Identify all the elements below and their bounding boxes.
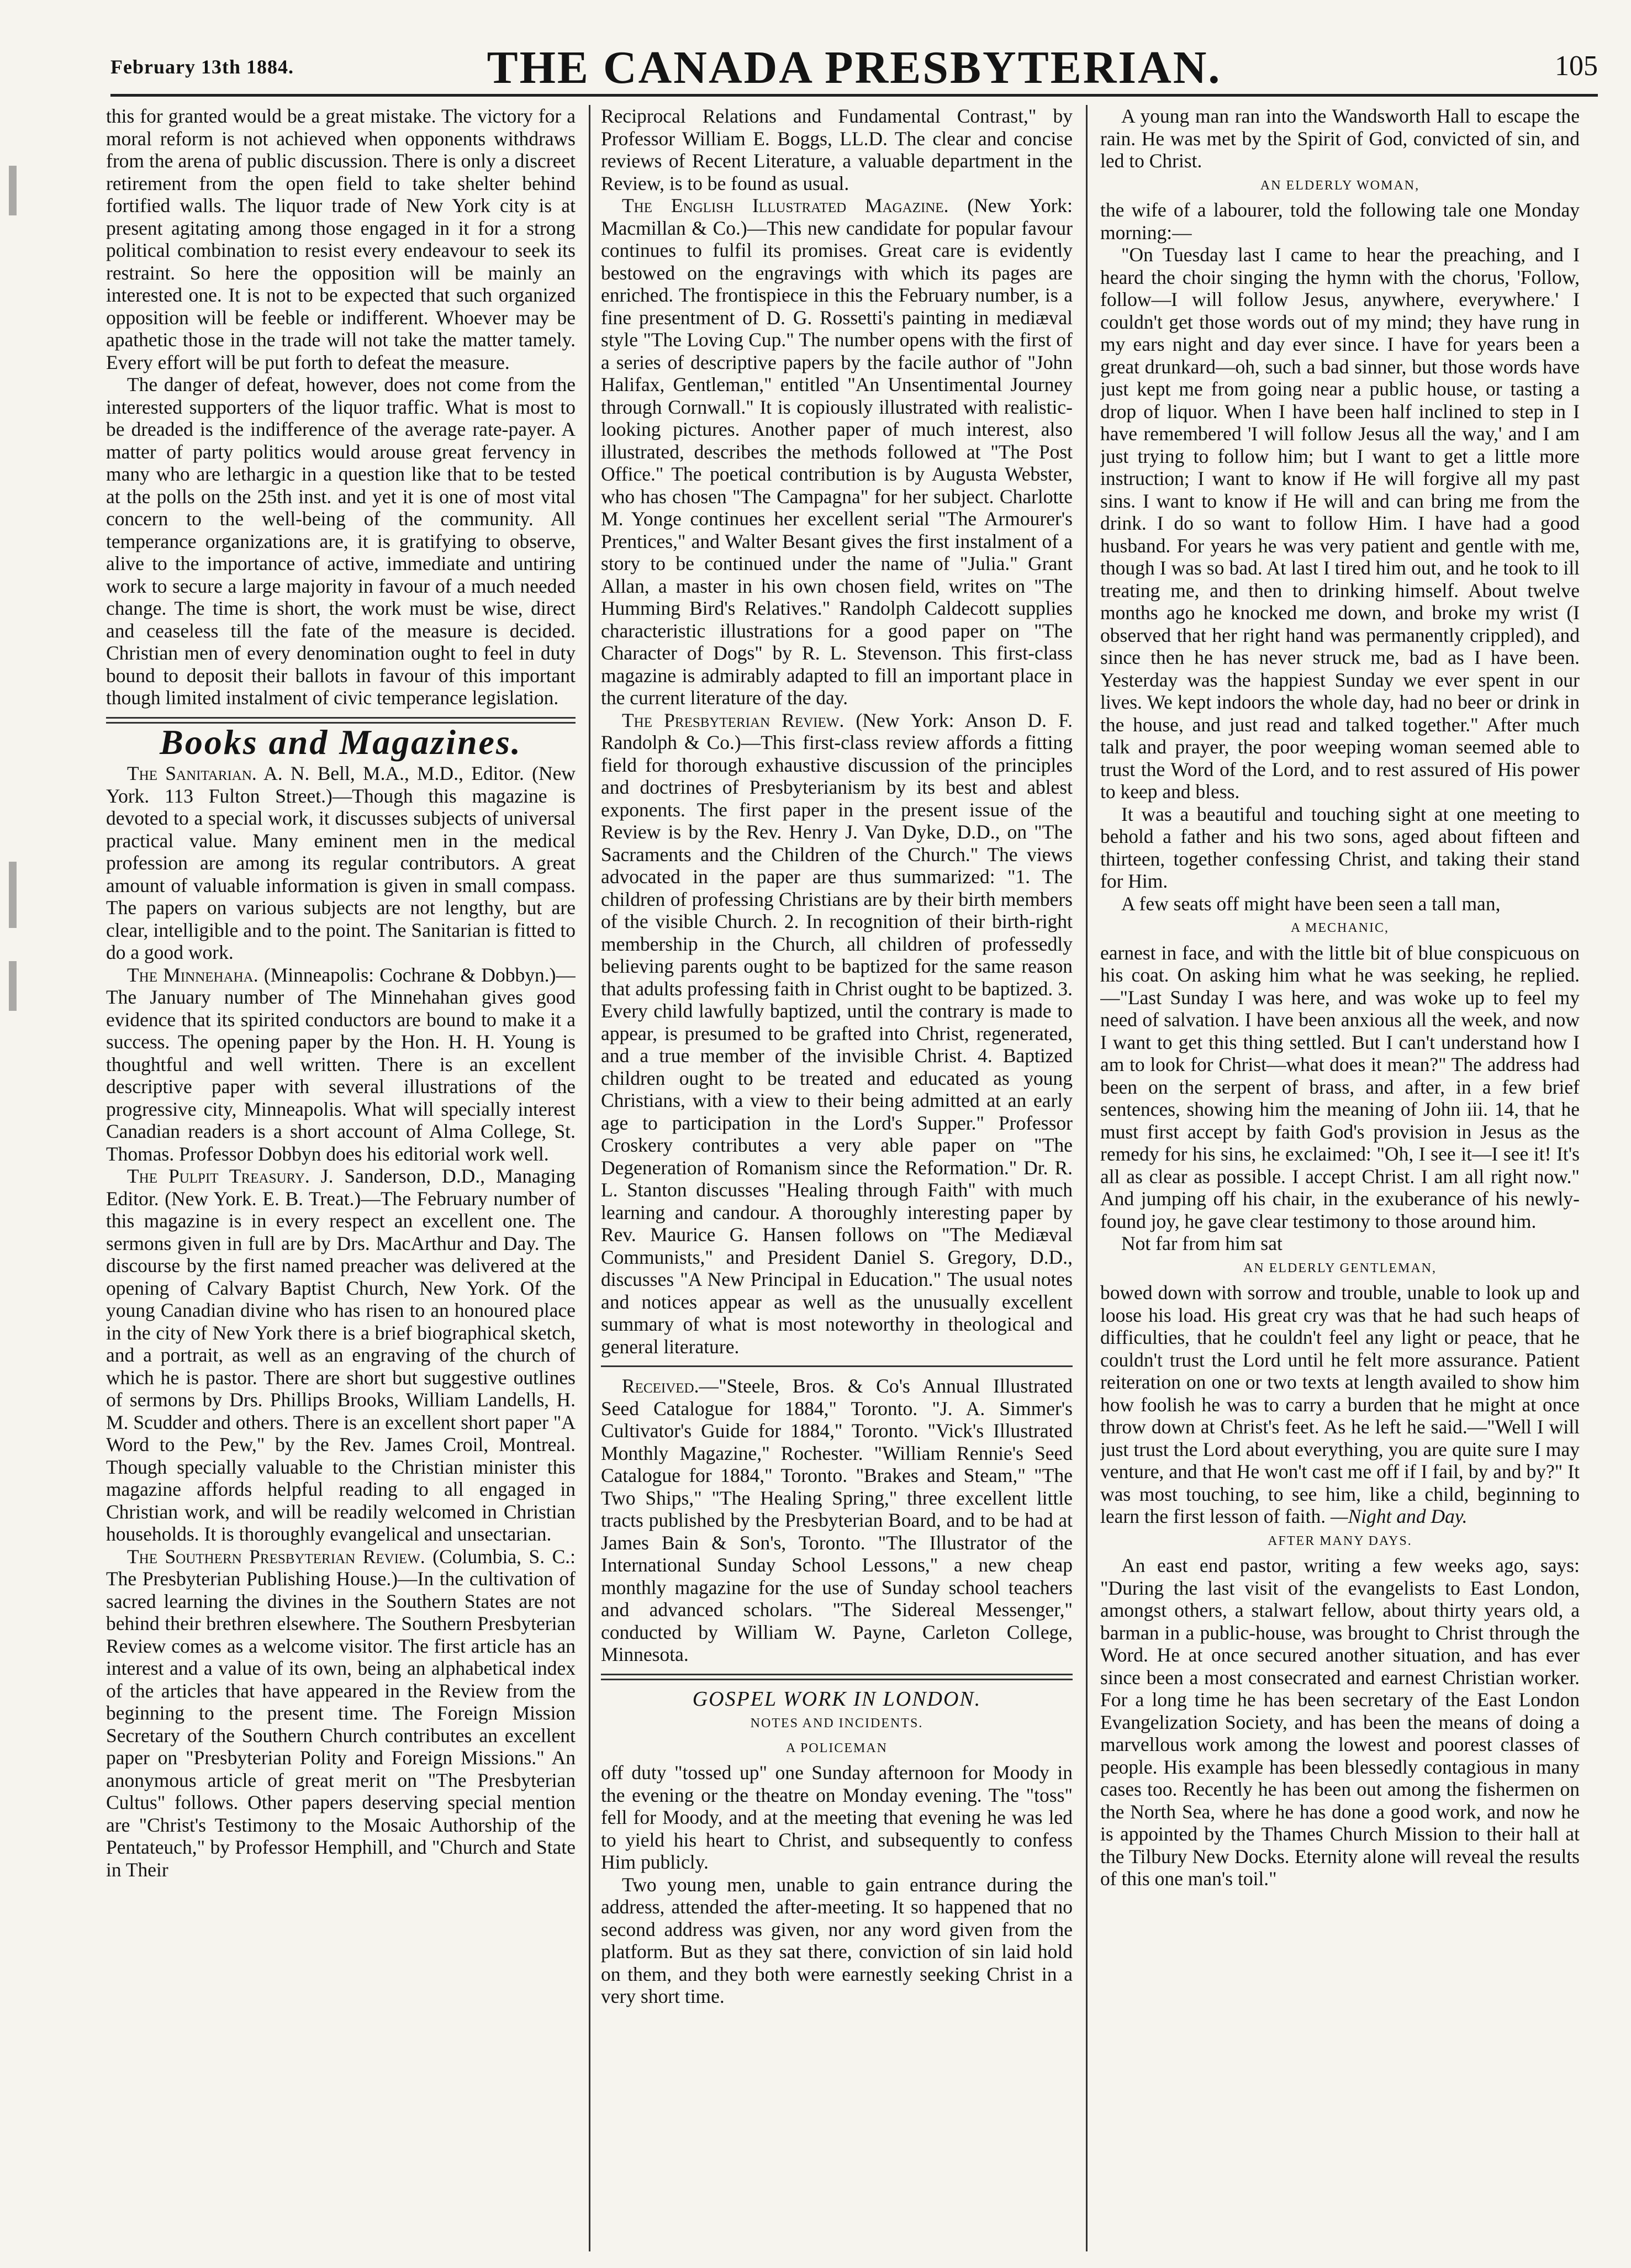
paragraph: Reciprocal Relations and Fundamental Contrast," by Professor William E. Boggs, LL.D. The clear and concise reviews of Recent Literature, a valuable department in the Review, is to be found as usual.: [601, 105, 1073, 194]
received-paragraph: Received.—"Steele, Bros. & Co's Annual Illustrated Seed Catalogue for 1884," Toronto. "J. A. Simmer's Cultivator's Guide for 1884," Toronto. "Vick's Illustrated Monthly Magazine," Rochester. "William Rennie's Seed Catalogue for 1884," Toronto. "Brakes and Steam," "The Two Ships," "The Healing Spring," three excellent little tracts published by the Presbyterian Board, and to be had at James Bain & Son's, Toronto. "The Illustrator of the International Sunday School Lessons," a new cheap monthly magazine for the use of Sunday school teachers and advanced scholars. "The Sidereal Messenger," conducted by William W. Payne, Carleton College, Minnesota.: [601, 1375, 1073, 1665]
paragraph: Not far from him sat: [1121, 1232, 1282, 1254]
paragraph: this for granted would be a great mistake. The victory for a moral reform is not achieved when opponents withdraws from the arena of public discussion. There is only a discreet retirement from the open field to take shelter behind fortified walls. The liquor trade of New York city is at present agitating among those engaged in it for a strong political combination to resist every endeavour to seek its restraint. So here the opposition will be mainly an interested one. It is not to be expected that such organized opposition will be feeble or indifferent. Whoever may be apathetic those in the trade will not take the matter tamely. Every effort will be put forth to defeat the measure.: [106, 105, 576, 373]
review-title: The Southern Presbyterian Review.: [127, 1545, 425, 1568]
divider: [601, 1365, 1073, 1367]
masthead: [110, 29, 1598, 95]
paragraph: off duty "tossed up" one Sunday afternoon for Moody in the evening or the theatre on Monday evening. The "toss" fell for Moody, and at the meeting that evening he was led to yield his heart to Christ, and subsequently to confess Him publicly.: [601, 1761, 1073, 1873]
paragraph: bowed down with sorrow and trouble, unable to look up and loose his load. His great cry was that he had such heaps of difficulties, that he couldn't feel any light or peace, that he couldn't trust the Lord until he felt more assurance. Patient reiteration on one or two texts at length availed to show him how foolish he was to carry a burden that he might at once throw down at Christ's feet. As he left he said.—"Well I will just trust the Lord about everything, you are quite sure I may venture, and that He won't cast me off if I fail, by and by?" It was most touching, to see him, like a child, beginning to learn the first lesson of faith. —Night and Day.: [1100, 1281, 1580, 1527]
review-title: The English Illustrated Magazine.: [622, 194, 949, 217]
column-3: [1100, 105, 1580, 2248]
review-paragraph: The Sanitarian. A. N. Bell, M.A., M.D., Editor. (New York. 113 Fulton Street.)—Though this magazine is devoted to a special work, it discusses subjects of universal practical value. Many eminent men in the medical profession are among its regular contributors. A great amount of valuable information is given in small compass. The papers on various subjects are not lengthy, but are clear, intelligible and to the point. The Sanitarian is fitted to do a good work.: [106, 762, 576, 963]
paragraph: the wife of a labourer, told the following tale one Monday morning:—: [1100, 199, 1580, 244]
review-paragraph: The Presbyterian Review. (New York: Anson D. F. Randolph & Co.)—This first-class review affords a fitting field for thorough exhaustive discussion of the principles and doctrines of Presbyterianism by its best and ablest exponents. The first paper in the present issue of the Review is by the Rev. Henry J. Van Dyke, D.D., on "The Sacraments and the Children of the Church." The views advocated in the paper are thus summarized: "1. The children of professing Christians are by their birth members of the visible Church. 2. In recognition of their birth-right membership in the Church, all children of professedly believing parents ought to be baptized for the same reason that adults professing faith in Christ ought to be baptized. 3. Every child lawfully baptized, until the contrary is made to appear, is presumed to be grafted into Christ, regenerated, and a true member of the invisible Christ. 4. Baptized children ought to be treated and educated as young Christians, with a view to their being admitted at an early age to participation in the Lord's Supper." Professor Croskery contributes a very able paper on "The Degeneration of Romanism since the Reformation." Dr. R. L. Stanton discusses "Healing through Faith" with much learning and candour. A thoroughly interesting paper by Rev. Maurice G. Hansen follows on "The Mediæval Communists," and President Daniel S. Gregory, D.D., discusses "A New Principal in Education." The usual notes and notices appear as well as the unusually excellent summary of what is most noteworthy in theological and general literature.: [601, 709, 1073, 1358]
subheading: AN ELDERLY GENTLEMAN,: [1243, 1260, 1437, 1275]
received-label: Received.: [622, 1375, 699, 1397]
review-title: The Sanitarian.: [127, 762, 257, 784]
paragraph: earnest in face, and with the little bit of blue conspicuous on his coat. On asking him what he was seeking, he replied.—"Last Sunday I was here, and was woke up to feel my need of salvation. I have been anxious all the week, and now I want to get this thing settled. But I can't understand how I am to look for Christ—what does it mean?" The address had been on the serpent of brass, and after, in a few brief sentences, showing him the meaning of John iii. 14, that he must first accept by faith God's provision in Jesus as the remedy for his sins, he exclaimed: "Oh, I see it—I see it! It's all as clear as possible. I accept Christ. I am all right now." And jumping off his chair, in the exuberance of his newly-found joy, he gave clear testimony to those around him.: [1100, 941, 1580, 1232]
review-paragraph: The English Illustrated Magazine. (New York: Macmillan & Co.)—This new candidate for popular favour continues to fulfil its promises. Great care is evidently bestowed on the engravings with which its pages are enriched. The frontispiece in this the February number, is a fine presentment of D. G. Rossetti's painting in mediæval style "The Loving Cup." The number opens with the first of a series of descriptive papers by the facile author of "John Halifax, Gentleman," entitled "An Unsentimental Journey through Cornwall." It is copiously illustrated with realistic-looking pictures. Another paper of much interest, also illustrated, describes the methods followed at "The Post Office." The poetical contribution is by Augusta Webster, who has chosen "The Campagna" for her subject. Charlotte M. Yonge continues her excellent serial "The Armourer's Prentices," and Walter Besant gives the first instalment of a story to be continued under the name of "Julia." Grant Allan, a master in his own chosen field, writes on "The Humming Bird's Relatives." Randolph Caldecott supplies characteristic illustrations for a good paper on "The Character of Dogs" by R. L. Stevenson. This first-class magazine is admirably adapted to fill an important place in the current literature of the day.: [601, 194, 1073, 709]
column-divider: [1086, 105, 1088, 2251]
paragraph: A young man ran into the Wandsworth Hall to escape the rain. He was met by the Spirit of God, convicted of sin, and led to Christ.: [1100, 105, 1580, 172]
paragraph: Two young men, unable to gain entrance during the address, attended the after-meeting. It so happened that no second address was given, nor any word given from the platform. But as they sat there, conviction of sin laid hold on them, and they both were earnestly seeking Christ in a very short time.: [601, 1873, 1073, 2007]
paragraph: The danger of defeat, however, does not come from the interested supporters of the liquor traffic. What is most to be dreaded is the indifference of the average rate-payer. A matter of party politics would arouse great fervency in many who are lethargic in a question like that to be tested at the polls on the 25th inst. and yet it is one of most vital concern to the well-being of the community. All temperance organizations are, it is gratifying to observe, alive to the importance of active, immediate and untiring work to secure a large majority in favour of a much needed change. The time is short, the work must be wise, direct and ceaseless till the fate of the measure is decided. Christian men of every denomination ought to feel in duty bound to deposit their ballots in favour of this important though limited instalment of civic temperance legislation.: [106, 373, 576, 709]
review-title: The Minnehaha.: [127, 963, 258, 986]
section-subtitle: NOTES AND INCIDENTS.: [750, 1716, 923, 1731]
subheading: AN ELDERLY WOMAN,: [1260, 178, 1420, 193]
review-paragraph: The Minnehaha. (Minneapolis: Cochrane & Dobbyn.)—The January number of The Minnehahan gives good evidence that its spirited conductors are bound to make it a success. The opening paper by the Hon. H. H. Young is thoughtful and well written. There is an excellent descriptive paper with several illustrations of the progressive city, Minneapolis. What will specially interest Canadian readers is a short account of Alma College, St. Thomas. Professor Dobbyn does his editorial work well.: [106, 963, 576, 1165]
subheading: A MECHANIC,: [1290, 921, 1389, 935]
section-divider: [601, 1674, 1073, 1680]
paragraph: It was a beautiful and touching sight at one meeting to behold a father and his two sons, aged about fifteen and thirteen, together confessing Christ, and taking their stand for Him.: [1100, 803, 1580, 892]
review-title: The Presbyterian Review.: [622, 709, 844, 731]
subheading: AFTER MANY DAYS.: [1268, 1533, 1412, 1548]
paragraph: An east end pastor, writing a few weeks ago, says: "During the last visit of the evangelists to East London, amongst others, a stalwart fellow, about thirty years old, a barman in a public-house, was brought to Christ through the Word. He at once secured another situation, and has ever since been a most consecrated and earnest Christian worker. For a long time he has been secretary of the East London Evangelization Society, and has been the means of doing a marvellous work among the lowest and poorest classes of people. His example has been blessedly contagious in many cases too. Recently he has been out among the fishermen on the North Sea, where he has done a good work, and now he is appointed by the Thames Church Mission to their hall at the Tilbury New Docks. Eternity alone will reveal the results of this one man's toil.": [1100, 1554, 1580, 1890]
margin-stain: [9, 961, 17, 1011]
section-title: GOSPEL WORK IN LONDON.: [692, 1687, 981, 1711]
review-title: The Pulpit Treasury.: [127, 1165, 310, 1187]
column-divider: [589, 105, 590, 2251]
issue-date: February 13th 1884.: [110, 56, 294, 78]
column-1: [106, 105, 576, 2248]
section-heading: Books and Magazines.: [160, 722, 522, 762]
page-number: 105: [1555, 50, 1598, 82]
subheading: A POLICEMAN: [785, 1740, 888, 1755]
review-paragraph: The Pulpit Treasury. J. Sanderson, D.D., Managing Editor. (New York. E. B. Treat.)—The February number of this magazine is in every respect an excellent one. The sermons given in full are by Drs. MacArthur and Day. The discourse by the first named preacher was delivered at the opening of Calvary Baptist Church, New York. Of the young Canadian divine who has risen to an honoured place in the city of New York there is a brief biographical sketch, and a portrait, as well as an engraving of the church of which he is pastor. There are short but suggestive outlines of sermons by Drs. Phillips Brooks, William Landells, H. M. Scudder and others. There is an excellent short paper "A Word to the Pew," by the Rev. James Croil, Montreal. Though specially valuable to the Christian minister this magazine affords helpful reading to all engaged in Christian work, and will be readily welcomed in Christian households. It is thoroughly evangelical and unsectarian.: [106, 1165, 576, 1545]
newspaper-title: THE CANADA PRESBYTERIAN.: [487, 42, 1222, 93]
paragraph: A few seats off might have been seen a tall man,: [1121, 892, 1501, 915]
margin-stain: [9, 862, 17, 928]
paragraph: "On Tuesday last I came to hear the preaching, and I heard the choir singing the hymn with the chorus, 'Follow, follow—I will follow Jesus, anywhere, everywhere.' I couldn't get those words out of my mind; they have rung in my ears night and day ever since. I have for years been a great drunkard—oh, such a bad sinner, but those words have just kept me from going near a public house, or tasting a drop of liquor. When I have been half inclined to step in I have remembered 'I will follow Jesus all the way,' and I am just trying to follow him; but I want to get a little more instruction; I want to know if He will forgive all my past sins. I want to know if He will and can bring me from the drink. I do so want to follow Him. I have had a good husband. For years he was very patient and gentle with me, though I was so bad. At last I tired him out, and he took to ill treating me, and then to drinking himself. About twelve months ago he knocked me down, and broke my wrist (I observed that her right hand was permanently crippled), and since then he has never struck me, bad as I have been. Yesterday was the happiest Sunday we ever spent in our lives. We kept indoors the whole day, had no beer or drink in the house, and just read and talked together." After much talk and prayer, the poor weeping woman seemed able to trust the Word of the Lord, and to rest assured of His power to keep and bless.: [1100, 244, 1580, 803]
source-credit: —Night and Day.: [1331, 1505, 1468, 1527]
margin-stain: [9, 166, 17, 215]
column-2: [601, 105, 1073, 2248]
review-paragraph: The Southern Presbyterian Review. (Columbia, S. C.: The Presbyterian Publishing House.)—In the cultivation of sacred learning the divines in the Southern States are not behind their brethren elsewhere. The Southern Presbyterian Review comes as a welcome visitor. The first article has an interest and a value of its own, being an alphabetical index of the articles that have appeared in the Review from the beginning to the present time. The Foreign Mission Secretary of the Southern Church contributes an excellent paper on "Presbyterian Polity and Foreign Missions." An anonymous article of great merit on "The Presbyterian Cultus" follows. Other papers deserving special mention are "Christ's Testimony to the Mosaic Authorship of the Pentateuch," by Professor Hemphill, and "Church and State in Their: [106, 1545, 576, 1881]
masthead-rule: [110, 94, 1598, 97]
